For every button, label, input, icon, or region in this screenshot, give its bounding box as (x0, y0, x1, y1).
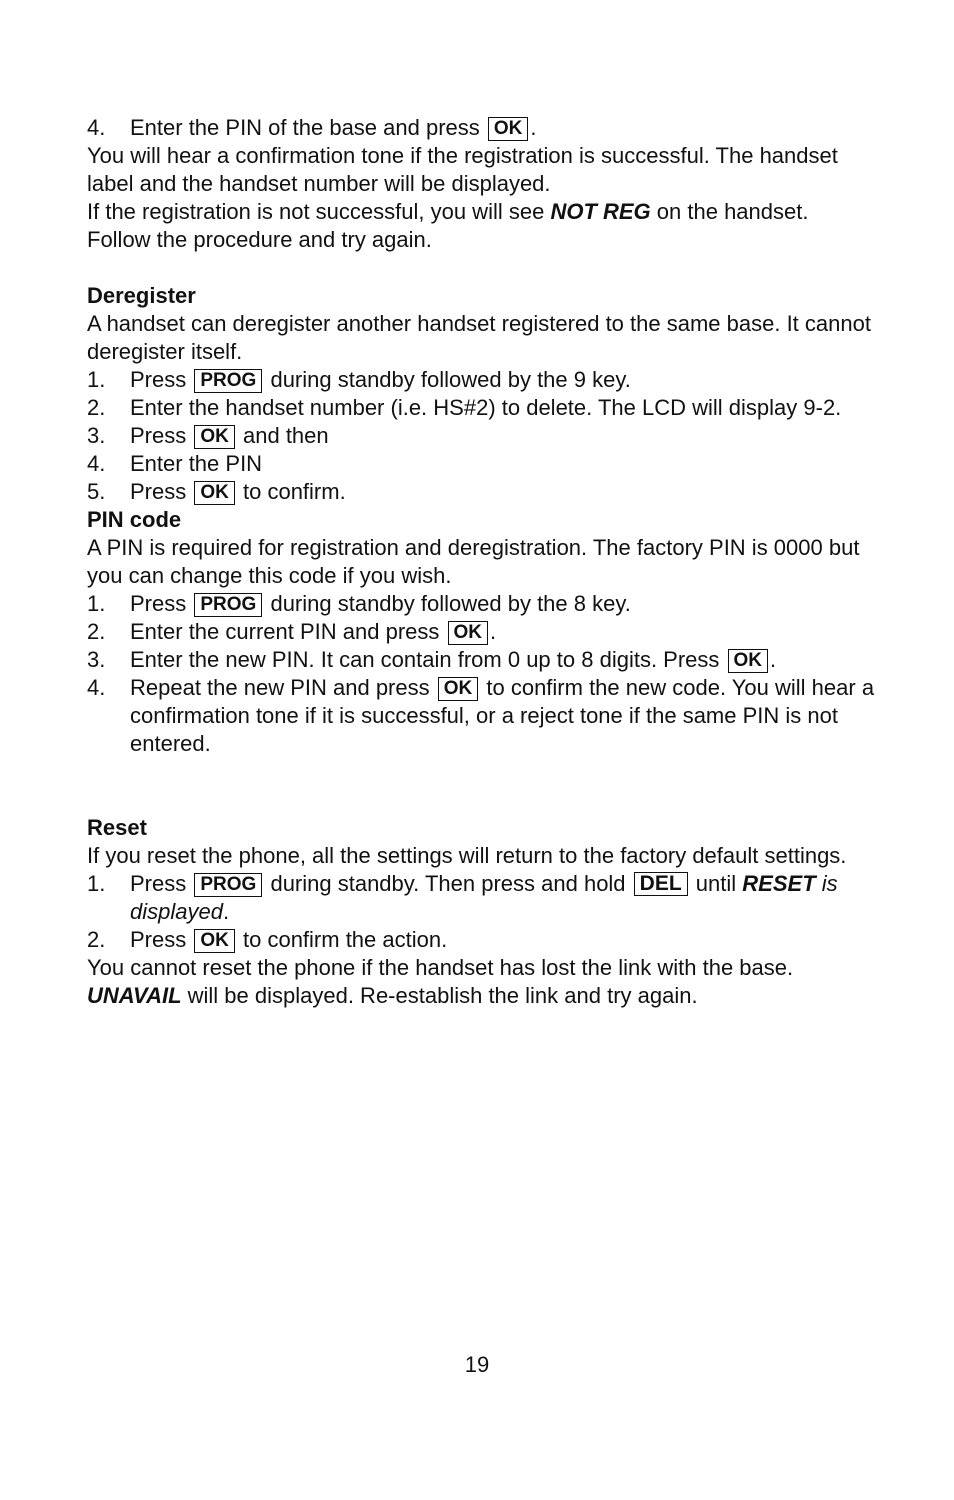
deregister-steps (87, 366, 877, 506)
reset-steps (87, 870, 877, 954)
list-item: 4. Repeat the new PIN and press OK to confirm the new code. You will hear a confirmation tone if it is successful, or a reject tone if the same PIN is not entered. (87, 675, 875, 756)
prog-key: PROG (194, 873, 262, 897)
list-item: 4. Enter the PIN (87, 451, 263, 476)
reset-heading: Reset (87, 815, 147, 840)
ok-key: OK (194, 929, 235, 953)
list-item: 1. Press PROG during standby. Then press and hold DEL until RESET is displayed. (87, 871, 838, 924)
ok-key: OK (728, 649, 769, 673)
ok-key: OK (438, 677, 479, 701)
unavail-text: UNAVAIL will be displayed. Re-establish the link and try again. (87, 983, 698, 1008)
list-item: 2. Enter the current PIN and press OK . (87, 619, 497, 644)
ok-key: OK (194, 481, 235, 505)
pin-code-intro: A PIN is required for registration and deregistration. The factory PIN is 0000 but you can change this code if you wish. (87, 535, 860, 588)
list-item: 3. Press OK and then (87, 423, 329, 448)
reset-outro: You cannot reset the phone if the handset has lost the link with the base. (87, 955, 794, 980)
ok-key: OK (488, 117, 529, 141)
list-item: 3. Enter the new PIN. It can contain from 0 up to 8 digits. Press OK . (87, 647, 777, 672)
unavail-label: UNAVAIL (87, 983, 182, 1008)
page-content (87, 114, 877, 1010)
pin-code-heading: PIN code (87, 507, 182, 532)
del-key: DEL (634, 872, 688, 896)
ok-key: OK (448, 621, 489, 645)
deregister-heading: Deregister (87, 283, 196, 308)
registration-failure-text: If the registration is not successful, you will see NOT REG on the handset. Follow the procedure and try again. (87, 199, 809, 252)
prog-key: PROG (194, 593, 262, 617)
list-item: 1. Press PROG during standby followed by the 9 key. (87, 367, 631, 392)
registration-success-text: You will hear a confirmation tone if the registration is successful. The handset label and the handset number will be displayed. (87, 143, 838, 196)
list-item: 2. Enter the handset number (i.e. HS#2) to delete. The LCD will display 9-2. (87, 395, 842, 420)
prog-key: PROG (194, 369, 262, 393)
list-item: 1. Press PROG during standby followed by the 8 key. (87, 591, 631, 616)
deregister-intro: A handset can deregister another handset registered to the same base. It cannot deregister itself. (87, 311, 871, 364)
list-item: 2. Press OK to confirm the action. (87, 927, 448, 952)
step-number: 4. (87, 115, 106, 140)
reset-text: RESET (742, 871, 816, 896)
reset-intro: If you reset the phone, all the settings will return to the factory default settings. (87, 843, 847, 868)
page-number: 19 (464, 1352, 490, 1377)
ok-key: OK (194, 425, 235, 449)
not-reg-text: NOT REG (550, 199, 651, 224)
list-item: 5. Press OK to confirm. (87, 479, 346, 504)
pin-code-steps (87, 590, 877, 758)
step-enter-base-pin: 4. Enter the PIN of the base and press OK . (87, 115, 537, 140)
